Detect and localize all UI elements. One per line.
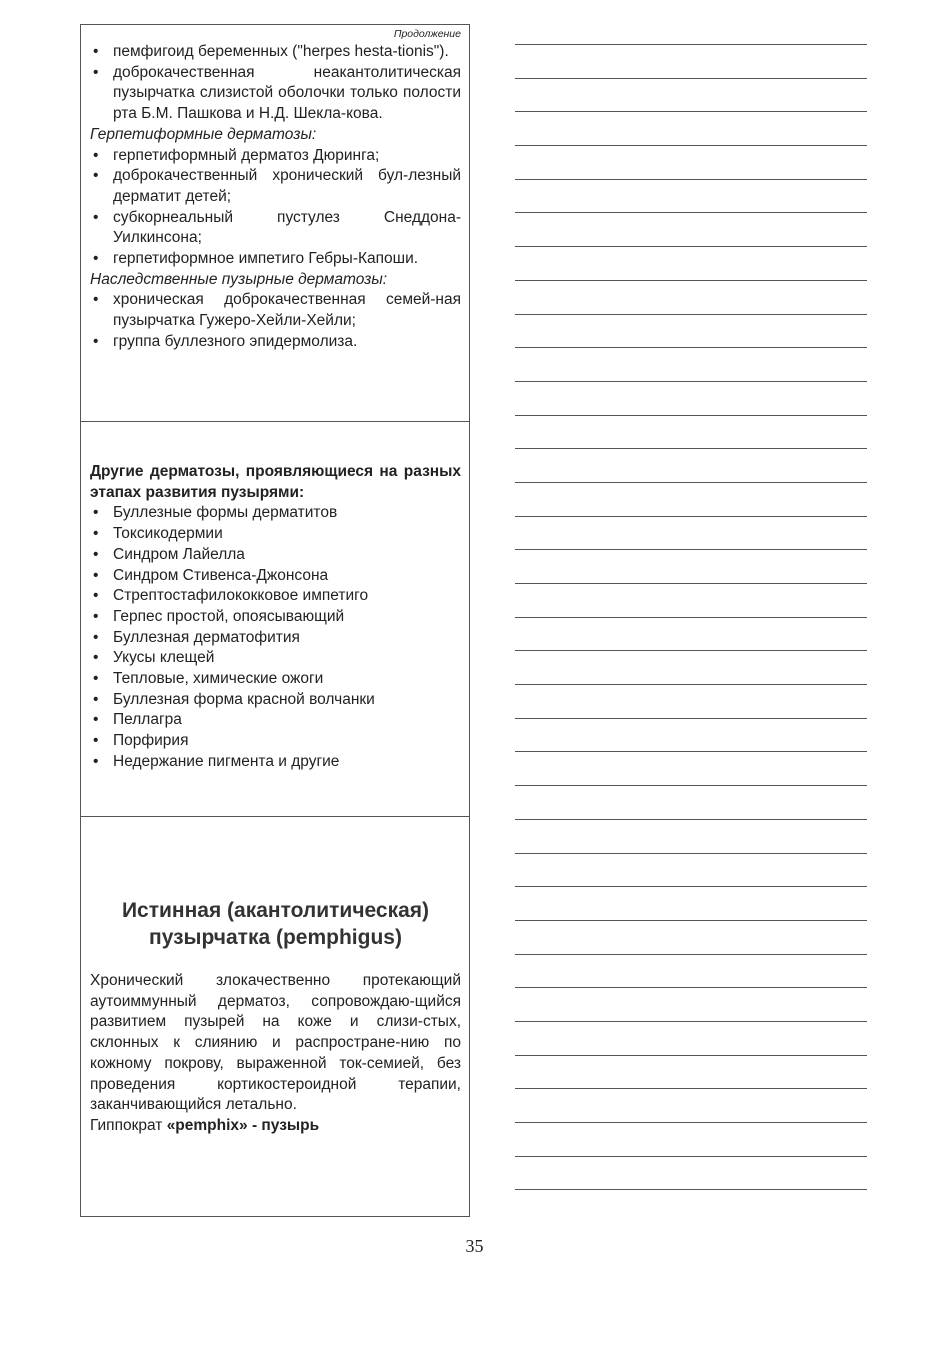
note-line [515,281,867,315]
note-line [515,416,867,450]
note-line [515,887,867,921]
list-item: • герпетиформный дерматоз Дюринга; [90,146,461,167]
list-item: • герпетиформное импетиго Гебры-Капоши. [90,249,461,270]
note-line [515,820,867,854]
list-item: • субкорнеальный пустулез Снеддона-Уилкинсона; [90,208,461,249]
note-line [515,213,867,247]
note-line [515,955,867,989]
list-item: • Недержание пигмента и другие [90,752,461,773]
left-column [80,24,470,1217]
list-item: • Буллезная дерматофития [90,628,461,649]
other-dermatoses-box [81,421,469,816]
note-line [515,180,867,214]
other-dermatoses-list [90,503,461,772]
note-line [515,618,867,652]
list-item: • доброкачественный хронический бул-лезный дерматит детей; [90,166,461,207]
pemphigus-box [81,816,469,1216]
etymology-term: «pemphix» - пузырь [166,1116,320,1134]
title-line-1: Истинная (акантолитическая) [121,899,430,922]
continuation-label: Продолжение [393,28,461,40]
page-number: 35 [465,1236,484,1256]
note-line [515,786,867,820]
note-line [515,315,867,349]
note-line [515,382,867,416]
list-item: • пемфигоид беременных ("herpes hesta-tionis"). [90,42,461,63]
list-item: • Буллезная форма красной волчанки [90,690,461,711]
note-line [515,483,867,517]
etymology-prefix: Гиппократ [90,1116,167,1134]
other-dermatoses-heading: Другие дерматозы, проявляющиеся на разных этапах развития пузырями: [90,463,461,501]
note-line [515,1056,867,1090]
note-line [515,854,867,888]
etymology-line [90,1116,461,1137]
pemphigus-description: Хронический злокачественно протекающий аутоиммунный дерматоз, сопровождаю-щийся развитием пузырей на коже и слизи-стых, склонных к слиянию и распростране-нию по кожному покрову, выраженной ток-семией, без проведения кортикостероидной терапии, заканчивающийся летально. [90,972,461,1114]
list-item: • Тепловые, химические ожоги [90,669,461,690]
list-top [90,42,461,125]
note-line [515,517,867,551]
note-line [515,112,867,146]
note-line [515,1123,867,1157]
note-line [515,685,867,719]
list-item: • Буллезные формы дерматитов [90,503,461,524]
title-line-2: пузырчатка (pemphigus) [149,926,402,949]
list-item: • доброкачественная неакантолитическая пузырчатка слизистой оболочки только полости рта Б.М. Пашкова и Н.Д. Шекла-кова. [90,63,461,125]
note-line [515,247,867,281]
list-hereditary [90,290,461,352]
note-line [515,752,867,786]
heading-herpetiform: Герпетиформные дерматозы: [90,125,317,143]
list-item: • Синдром Лайелла [90,545,461,566]
note-line [515,651,867,685]
section-title [90,897,461,951]
note-line [515,921,867,955]
classification-box [81,25,469,421]
list-herpetiform [90,146,461,270]
note-line [515,1022,867,1056]
list-item: • хроническая доброкачественная семей-ная пузырчатка Гужеро-Хейли-Хейли; [90,290,461,331]
note-line [515,79,867,113]
list-item: • Стрептостафилококковое импетиго [90,586,461,607]
list-item: • Пеллагра [90,710,461,731]
list-item: • Укусы клещей [90,648,461,669]
list-item: • Герпес простой, опоясывающий [90,607,461,628]
note-line [515,146,867,180]
note-line [515,988,867,1022]
list-item: • Синдром Стивенса-Джонсона [90,566,461,587]
notes-lines [515,44,867,1190]
note-line [515,1157,867,1191]
note-line [515,584,867,618]
list-item: • группа буллезного эпидермолиза. [90,332,461,353]
list-item: • Токсикодермии [90,524,461,545]
list-item: • Порфирия [90,731,461,752]
note-line [515,1089,867,1123]
note-line [515,550,867,584]
note-line [515,45,867,79]
heading-hereditary: Наследственные пузырные дерматозы: [90,270,388,288]
note-line [515,719,867,753]
note-line [515,449,867,483]
note-line [515,348,867,382]
